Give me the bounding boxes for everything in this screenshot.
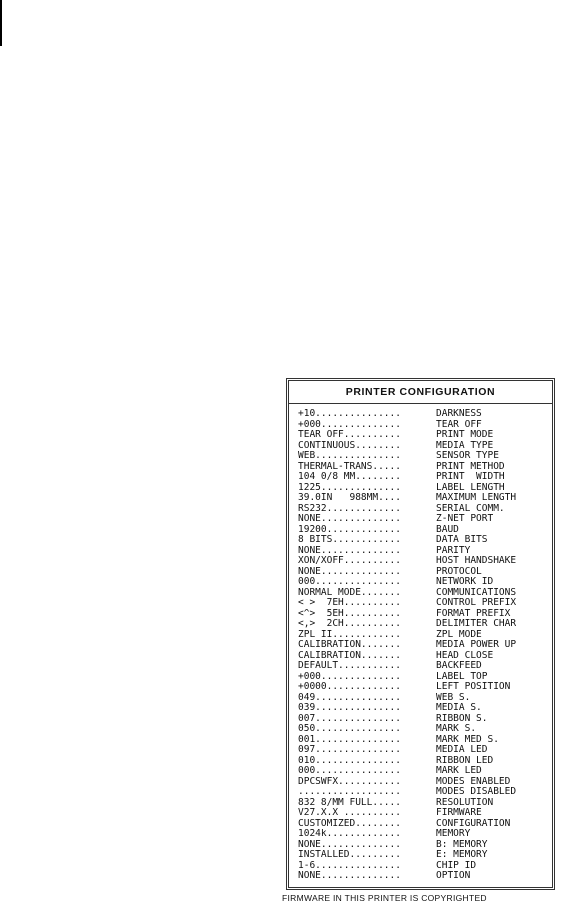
config-name: NETWORK ID: [436, 576, 494, 587]
config-value: 1225..............: [298, 482, 401, 493]
config-row: [298, 493, 552, 504]
config-value: 039...............: [298, 703, 401, 713]
config-value: 832 8/MM FULL.....: [298, 797, 401, 808]
config-value: NONE..............: [298, 514, 401, 524]
config-value: +000..............: [298, 419, 401, 430]
config-row: [298, 472, 552, 483]
config-name: DATA BITS: [436, 534, 488, 545]
config-value: TEAR OFF..........: [298, 430, 401, 440]
config-value: CONTINUOUS........: [298, 440, 401, 451]
config-value: NONE..............: [298, 871, 401, 881]
config-value: NORMAL MODE.......: [298, 587, 401, 598]
config-name: MEDIA TYPE: [436, 439, 494, 451]
config-name: DELIMITER CHAR: [436, 618, 517, 629]
config-name: WEB S.: [436, 691, 471, 703]
copyright-footer: FIRMWARE IN THIS PRINTER IS COPYRIGHTED: [282, 893, 487, 903]
config-name: TEAR OFF: [436, 418, 482, 430]
config-value: 001...............: [298, 734, 401, 745]
config-value: <^> 5EH..........: [298, 608, 401, 619]
config-row: [298, 850, 552, 861]
config-value: THERMAL-TRANS.....: [298, 461, 401, 472]
config-row: [298, 703, 552, 714]
config-value: 007...............: [298, 713, 401, 724]
config-row: [298, 420, 552, 431]
config-row: [298, 808, 552, 819]
config-row: [298, 672, 552, 683]
config-value: NONE..............: [298, 839, 401, 850]
config-value: ZPL II............: [298, 629, 401, 640]
config-name: MARK MED S.: [436, 733, 499, 745]
config-name: SERIAL COMM.: [436, 502, 505, 514]
config-name: LEFT POSITION: [436, 681, 511, 692]
config-value: NONE..............: [298, 566, 401, 577]
config-name: LABEL TOP: [436, 670, 488, 682]
config-name: PRINT WIDTH: [436, 471, 505, 482]
config-name: CONTROL PREFIX: [436, 597, 517, 608]
config-value: DPCSWFX...........: [298, 776, 401, 787]
config-value: NONE..............: [298, 545, 401, 556]
config-name: FORMAT PREFIX: [436, 607, 511, 619]
config-name: HEAD CLOSE: [436, 649, 494, 661]
config-name: MEMORY: [436, 828, 471, 839]
label-title: PRINTER CONFIGURATION: [289, 381, 552, 404]
config-value: 049...............: [298, 692, 401, 703]
config-row: [298, 871, 552, 882]
config-row: [298, 619, 552, 630]
config-row: [298, 861, 552, 872]
config-name: COMMUNICATIONS: [436, 586, 517, 598]
config-row: [298, 577, 552, 588]
config-row: [298, 682, 552, 693]
config-value: +000..............: [298, 671, 401, 682]
config-row: [298, 651, 552, 662]
config-row: [298, 567, 552, 578]
config-name: ZPL MODE: [436, 628, 482, 640]
config-value: V27.X.X ..........: [298, 808, 401, 818]
config-name: RIBBON S.: [436, 712, 488, 724]
config-value: 1024k.............: [298, 829, 401, 839]
config-name: PROTOCOL: [436, 565, 482, 577]
config-name: B: MEMORY: [436, 838, 488, 850]
config-value: WEB...............: [298, 451, 401, 461]
config-row: [298, 756, 552, 767]
config-row: [298, 693, 552, 704]
config-row: [298, 409, 552, 420]
config-value: +0000.............: [298, 682, 401, 692]
config-value: XON/XOFF..........: [298, 556, 401, 566]
config-value: < > 7EH..........: [298, 598, 401, 608]
config-name: PRINT MODE: [436, 429, 494, 440]
config-name: FIRMWARE: [436, 807, 482, 818]
config-value: <,> 2CH..........: [298, 619, 401, 629]
config-row: [298, 556, 552, 567]
config-name: CHIP ID: [436, 859, 477, 871]
config-name: DARKNESS: [436, 408, 482, 419]
configuration-label: [286, 378, 555, 890]
config-name: BAUD: [436, 523, 459, 535]
config-name: MARK LED: [436, 765, 482, 776]
config-row: [298, 535, 552, 546]
config-row: [298, 745, 552, 756]
config-name: MEDIA LED: [436, 744, 488, 755]
config-name: PARITY: [436, 544, 471, 556]
config-row: [298, 514, 552, 525]
config-name: BACKFEED: [436, 660, 482, 671]
config-row: [298, 661, 552, 672]
config-value: 1-6...............: [298, 860, 401, 871]
config-row: [298, 714, 552, 725]
config-row: [298, 525, 552, 536]
config-row: [298, 441, 552, 452]
config-value: CALIBRATION.......: [298, 650, 401, 661]
config-row: [298, 840, 552, 851]
config-value: 19200.............: [298, 524, 401, 535]
config-value: 097...............: [298, 745, 401, 755]
config-row: [298, 598, 552, 609]
config-name: E: MEMORY: [436, 849, 488, 860]
config-value: ..................: [298, 787, 401, 797]
config-value: +10...............: [298, 409, 401, 419]
page-edge-mark: [0, 0, 2, 46]
config-value: RS232.............: [298, 503, 401, 514]
config-row: [298, 735, 552, 746]
config-row: [298, 724, 552, 735]
config-name: MARK S.: [436, 723, 477, 734]
config-value: 39.0IN 988MM....: [298, 493, 401, 503]
config-name: MODES ENABLED: [436, 775, 511, 787]
config-name: RIBBON LED: [436, 754, 494, 766]
config-row: [298, 787, 552, 798]
config-row: [298, 766, 552, 777]
config-name: CONFIGURATION: [436, 817, 511, 829]
config-value: 000...............: [298, 577, 401, 587]
config-value: INSTALLED.........: [298, 850, 401, 860]
config-row: [298, 798, 552, 809]
config-value: 8 BITS............: [298, 535, 401, 545]
config-name: MAXIMUM LENGTH: [436, 492, 517, 503]
config-value: CALIBRATION.......: [298, 640, 401, 650]
configuration-list: [289, 404, 552, 882]
config-row: [298, 829, 552, 840]
config-name: Z-NET PORT: [436, 513, 494, 524]
config-name: OPTION: [436, 870, 471, 881]
config-name: MODES DISABLED: [436, 786, 517, 797]
config-name: LABEL LENGTH: [436, 481, 505, 493]
config-row: [298, 451, 552, 462]
config-name: MEDIA POWER UP: [436, 639, 517, 650]
config-row: [298, 819, 552, 830]
config-value: 050...............: [298, 724, 401, 734]
config-name: HOST HANDSHAKE: [436, 555, 517, 566]
config-name: MEDIA S.: [436, 702, 482, 713]
config-name: RESOLUTION: [436, 796, 494, 808]
config-name: PRINT METHOD: [436, 460, 505, 472]
config-row: [298, 462, 552, 473]
config-value: 104 0/8 MM........: [298, 472, 401, 482]
config-row: [298, 640, 552, 651]
config-row: [298, 504, 552, 515]
config-value: 000...............: [298, 766, 401, 776]
config-value: 010...............: [298, 755, 401, 766]
config-value: DEFAULT...........: [298, 661, 401, 671]
config-row: [298, 430, 552, 441]
config-name: SENSOR TYPE: [436, 450, 499, 461]
config-value: CUSTOMIZED........: [298, 818, 401, 829]
